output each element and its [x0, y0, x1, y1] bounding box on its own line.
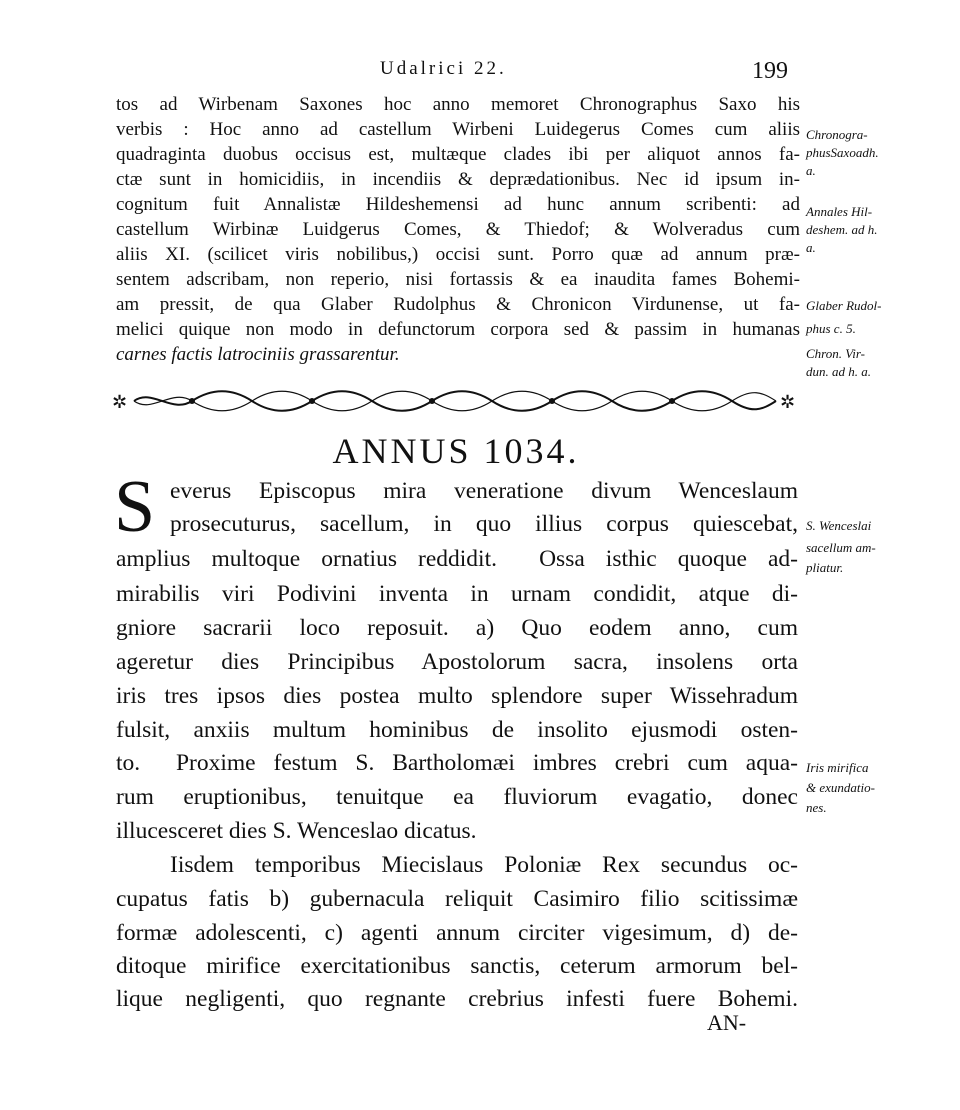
margin-note: a.: [806, 163, 816, 178]
star-ornament-right: ✲: [780, 392, 796, 413]
running-head: Udalrici 22.: [380, 58, 507, 79]
text-line: iris tres ipsos dies postea multo splendore super Wissehradum: [116, 683, 798, 709]
text-line: illucesceret dies S. Wenceslao dicatus.: [116, 818, 477, 844]
flourish-knots: [189, 398, 675, 404]
catchword: AN-: [707, 1010, 747, 1035]
star-ornament-left: ✲: [112, 392, 128, 413]
text-line: verbis : Hoc anno ad castellum Wirbeni Luidegerus Comes cum aliis: [116, 119, 800, 140]
page-number: 199: [752, 58, 788, 84]
margin-note: nes.: [806, 800, 827, 815]
text-line: aliis XI. (scilicet viris nobilibus,) occisi sunt. Porro quæ ad annum præ-: [116, 244, 800, 265]
drop-capital: S: [114, 466, 156, 548]
text-line: prosecuturus, sacellum, in quo illius corpus quiescebat,: [170, 511, 798, 537]
vine-ornament: [134, 391, 776, 411]
text-line: mirabilis viri Podivini inventa in urnam condidit, atque di-: [116, 581, 798, 607]
text-line: lique negligenti, quo regnante crebrius infesti fuere Bohemi.: [116, 986, 798, 1012]
text-line: everus Episcopus mira veneratione divum Wenceslaum: [170, 478, 798, 504]
margin-note: Annales Hil-: [806, 204, 873, 219]
margin-note: Glaber Rudol-: [806, 298, 882, 313]
section-title: ANNUS 1034.: [332, 431, 580, 471]
margin-note: sacellum am-: [806, 540, 876, 555]
margin-note: S. Wenceslai: [806, 518, 872, 533]
margin-note: dun. ad h. a.: [806, 364, 871, 379]
text-line: Iisdem temporibus Miecislaus Poloniæ Rex secundus oc-: [170, 852, 798, 878]
text-line: amplius multoque ornatius reddidit. Ossa isthic quoque ad-: [116, 546, 798, 572]
text-line: to. Proxime festum S. Bartholomæi imbres crebri cum aqua-: [116, 750, 798, 776]
text-line: carnes factis latrociniis grassarentur.: [116, 344, 400, 365]
text-line: cupatus fatis b) gubernacula reliquit Casimiro filio scitissimæ: [116, 886, 798, 912]
margin-note: deshem. ad h.: [806, 222, 878, 237]
margin-note: phusSaxoadh.: [806, 145, 879, 160]
text-line: tos ad Wirbenam Saxones hoc anno memoret Chronographus Saxo his: [116, 94, 800, 115]
text-line: melici quique non modo in defunctorum corpora sed & passim in humanas: [116, 319, 800, 340]
text-line: ageretur dies Principibus Apostolorum sacra, insolens orta: [116, 649, 798, 675]
ornamental-rule: [112, 386, 800, 416]
margin-note: & exundatio-: [806, 780, 875, 795]
text-line: fulsit, anxiis multum hominibus de insolito ejusmodi osten-: [116, 717, 798, 743]
text-line: ditoque mirifice exercitationibus sanctis, ceterum armorum bel-: [116, 953, 798, 979]
text-line: castellum Wirbinæ Luidgerus Comes, & Thiedof; & Wolveradus cum: [116, 219, 800, 240]
text-line: formæ adolescenti, c) agenti annum circiter vigesimum, d) de-: [116, 920, 798, 946]
margin-note: a.: [806, 240, 816, 255]
margin-note: phus c. 5.: [806, 321, 856, 336]
text-line: gniore sacrarii loco reposuit. a) Quo eodem anno, cum: [116, 615, 798, 641]
margin-note: pliatur.: [806, 560, 844, 575]
margin-note: Iris mirifica: [806, 760, 869, 775]
margin-note: Chron. Vir-: [806, 346, 865, 361]
text-line: rum eruptionibus, tenuitque ea fluviorum evagatio, donec: [116, 784, 798, 810]
text-line: ctæ sunt in homicidiis, in incendiis & deprædationibus. Nec id ipsum in-: [116, 169, 800, 190]
text-line: am pressit, de qua Glaber Rudolphus & Chronicon Virdunense, ut fa-: [116, 294, 800, 315]
text-line: cognitum fuit Annalistæ Hildeshemensi ad hunc annum scribenti: ad: [116, 194, 800, 215]
text-line: sentem adscribam, non reperio, nisi fortassis & ea inaudita fames Bohemi-: [116, 269, 800, 290]
margin-note: Chronogra-: [806, 127, 868, 142]
text-line: quadraginta duobus occisus est, multæque clades ibi per aliquot annos fa-: [116, 144, 800, 165]
